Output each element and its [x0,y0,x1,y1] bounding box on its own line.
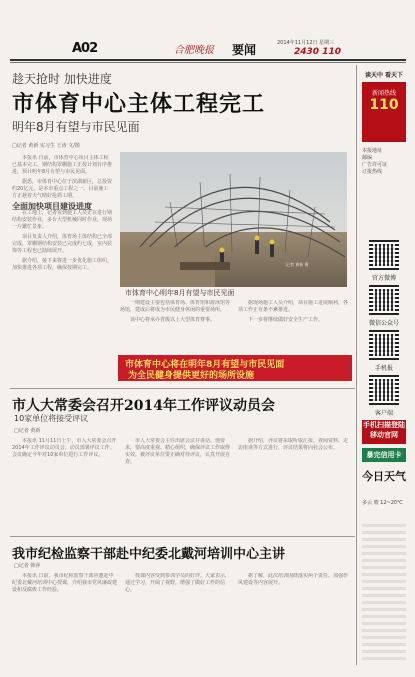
paragraph: 据介绍，评议将采取听取汇报、查阅资料、走访座谈等方式进行，评议结果将向社会公布。 [238,438,349,451]
story-divider [10,536,355,537]
qr-label: 手机报 [374,365,393,372]
sidebar-top-label: 读天中 看天下 [364,72,404,79]
callout-line-1: 市体育中心将在明年8月有望与市民见面 [125,360,285,370]
lead-subhead: 明年8月有望与市民见面 [12,120,140,134]
paragraph: 项目负责人介绍，体育场主体结构已全部完成，罩棚钢结构安装已完成约七成，室内装饰等工程也已陆续展开。 [12,234,112,254]
hotline-label: 新闻热线 [371,90,396,97]
lead-column-2 [120,300,230,352]
paragraph: 本报讯 11月11日上午，市人大常委会召开2014年工作评议动员会，动员部署评议工作。会议确定今年对10家单位进行工作评议。 [12,438,117,458]
issue-date: 2014年11月12日 星期三 [277,40,335,46]
story2-column-3 [238,438,350,530]
story2-column-1 [12,438,117,530]
info-line: 邮编 [362,155,373,161]
qr-code-icon [369,330,399,360]
lead-kicker: 趁天抢时 加快进度 [12,72,112,86]
story2-byline: □记者 黄新 [14,428,41,434]
qr-label: 官方微博 [371,275,396,282]
lead-byline: □记者 黄新 实习生 王涛 文/图 [12,143,80,149]
sidebar-info [362,148,406,176]
weather-title: 今日天气 [362,470,406,483]
paragraph: 本报讯 日前，我市纪检监察干部应邀赴中纪委北戴河培训中心授课，介绍我市党风廉政建设和反腐败工作经验。 [12,573,117,593]
callout-line-2: 为全民健身提供更好的场所设施 [128,371,255,381]
weather-text: 多云 晴 12~20℃ [362,500,403,506]
qr-label: 客户端 [374,410,393,417]
paragraph: 据了解，此次培训围绕落实两个责任、加强作风建设等内容展开。 [238,573,349,586]
stadium-construction-photo [120,152,347,287]
paragraph: 据介绍，接下来将进一步优化施工组织，加快推进各项工程，确保按期完工。 [12,258,112,271]
section-name: 要闻 [232,43,257,57]
lead-column-3 [238,300,350,352]
sidebar-listings [362,520,406,660]
story2-subhead: 10家单位将接受评议 [14,414,89,423]
newspaper-logo: 合肥晚报 [174,45,214,56]
paragraph: 本报讯 日前，市体育中心项目主体工程已基本完工，钢结构罩棚施工正按计划有序推进，预计明年8月有望与市民见面。 [12,155,112,175]
story2-column-2 [125,438,230,530]
info-line: 广告许可证 [362,162,388,168]
story-divider [10,388,355,389]
paragraph: 据悉，市体育中心位于滨湖新区，总投资约20亿元，是本市重点工程之一。目前施工方正趁着天气晴好抢抓工期。 [12,179,112,199]
paragraph: 据现场施工人员介绍，项目施工进展顺利，各项工作正有条不紊推进。 [238,300,349,313]
sidebar-mobile-ad: 手机扫描登陆移动官网 [362,420,406,444]
paragraph: 市人大常委会主任出席会议并讲话。他要求，要高度重视、精心组织，确保评议工作取得实效。被评议单位要正确对待评议，认真开展自查。 [125,438,230,465]
lead-headline: 市体育中心主体工程完工 [12,91,266,117]
qr-label: 微信公众号 [368,320,399,327]
sidebar-card-ad: 暴完信用卡 [362,448,406,462]
paragraph: 授课内容受到参训学员的好评。大家表示，通过学习，开阔了视野，增强了做好工作的信心。 [125,573,230,593]
qr-code-icon [369,240,399,270]
photo-caption: 市体育中心明年8月有望与市民见面 [125,289,235,297]
masthead-rule-thin [10,62,406,63]
lead-column-1 [12,155,112,350]
story3-column-3 [238,573,350,668]
page-number: A02 [72,41,98,56]
photo-credit: 记者 黄新 摄 [286,262,309,267]
info-line: 本报地址 [362,148,383,154]
qr-code-icon [369,375,399,405]
qr-code-icon [369,285,399,315]
story3-headline: 我市纪检监察干部赴中纪委北戴河培训中心主讲 [12,547,286,562]
paragraph: 该中心将承办省级以上大型体育赛事。 [130,317,216,323]
sidebar-hotline-ad [362,82,406,142]
sub-heading: 全面加快项目建设进度 [12,202,92,211]
masthead-rule [10,59,406,61]
story3-column-2 [125,573,230,668]
story3-column-1 [12,573,117,668]
story3-byline: □记者 韩萍 [14,563,41,569]
hotline-number: 110 [369,97,399,113]
info-line: 订报热线 [362,169,383,175]
paragraph: 在工地上，记者看到施工人员正在进行钢结构安装作业，多台大型机械同时作业，现场一片繁忙景象。 [12,210,112,230]
paragraph: 一期建设主要包括体育场、体育馆和游泳馆等场馆，建成后将成为市民健身休闲的重要场所。 [120,300,230,313]
sidebar-divider [356,65,357,665]
masthead-slogan: 2430 110 [294,47,341,57]
paragraph: 下一步将继续做好安全生产工作。 [248,317,324,323]
story2-headline: 市人大常委会召开2014年工作评议动员会 [12,398,275,414]
